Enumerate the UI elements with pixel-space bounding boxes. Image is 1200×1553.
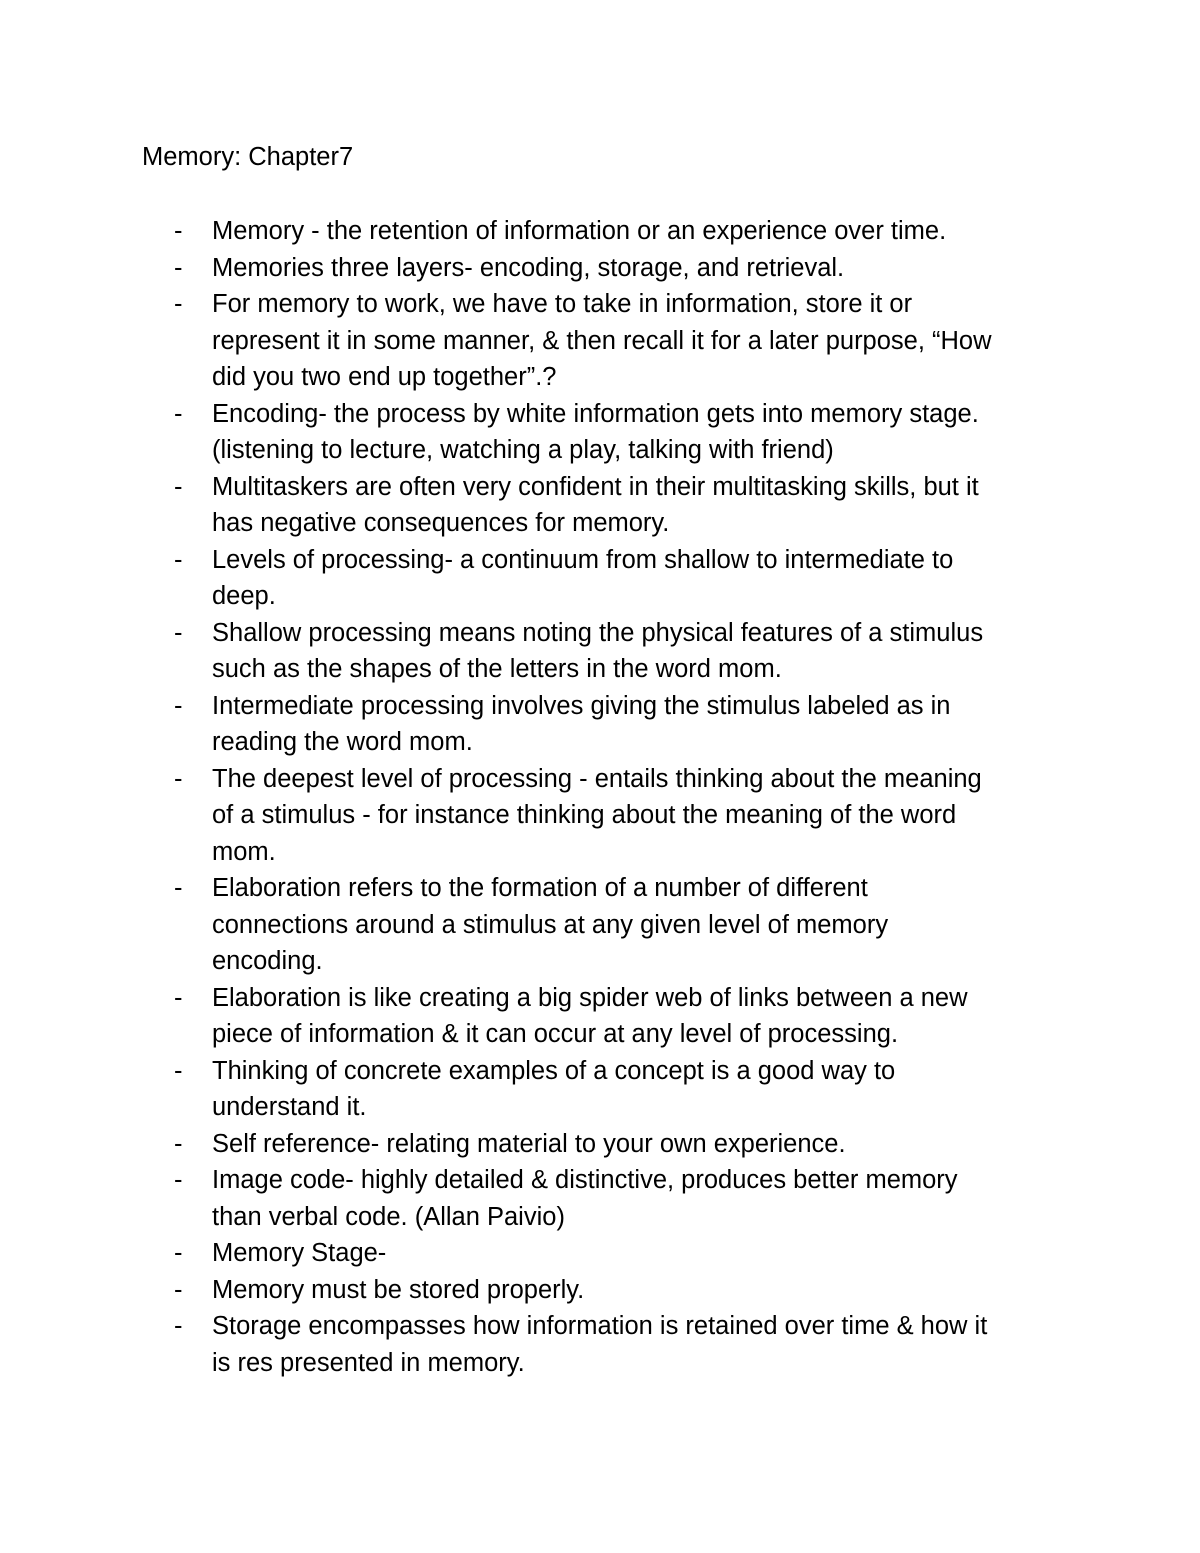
note-item: [142, 213, 1062, 250]
bullet-dash: -: [174, 1239, 183, 1267]
note-line: Memories three layers- encoding, storage, and retrieval.: [212, 253, 845, 282]
note-line: Encoding- the process by white information gets into memory stage.: [212, 399, 979, 428]
note-item: [142, 469, 1062, 542]
note-item: [142, 1308, 1062, 1381]
note-line: Thinking of concrete examples of a concept is a good way to: [212, 1056, 896, 1085]
bullet-dash: -: [174, 618, 183, 647]
note-item: [142, 542, 1062, 615]
bullet-dash: -: [174, 1312, 183, 1340]
note-line: such as the shapes of the letters in the word mom.: [212, 655, 782, 683]
note-line: Elaboration is like creating a big spider web of links between a new: [212, 983, 968, 1012]
note-line: than verbal code. (Allan Paivio): [212, 1202, 565, 1231]
note-line: is res presented in memory.: [212, 1348, 525, 1377]
note-line: did you two end up together”.?: [212, 363, 557, 391]
note-item: [142, 250, 1062, 287]
bullet-dash: -: [174, 217, 183, 245]
note-line: Levels of processing- a continuum from shallow to intermediate to: [212, 545, 954, 574]
notes-list: [142, 213, 1062, 1381]
note-line: (listening to lecture, watching a play, talking with friend): [212, 436, 834, 464]
note-line: has negative consequences for memory.: [212, 509, 670, 537]
bullet-dash: -: [174, 399, 183, 428]
bullet-dash: -: [174, 1129, 183, 1158]
document-title: Memory: Chapter7: [142, 143, 354, 171]
bullet-dash: -: [174, 1056, 183, 1085]
note-line: piece of information & it can occur at any level of processing.: [212, 1020, 899, 1048]
bullet-dash: -: [174, 1166, 183, 1194]
note-line: understand it.: [212, 1093, 367, 1121]
note-item: [142, 1162, 1062, 1235]
bullet-dash: -: [174, 472, 183, 501]
note-line: For memory to work, we have to take in information, store it or: [212, 290, 913, 318]
note-item: [142, 1272, 1062, 1309]
note-line: Intermediate processing involves giving the stimulus labeled as in: [212, 691, 951, 720]
bullet-dash: -: [174, 1275, 183, 1304]
note-line: mom.: [212, 837, 276, 866]
note-line: represent it in some manner, & then recall it for a later purpose, “How: [212, 326, 992, 355]
note-line: Shallow processing means noting the physical features of a stimulus: [212, 618, 984, 647]
note-line: Memory - the retention of information or an experience over time.: [212, 217, 947, 245]
bullet-dash: -: [174, 545, 183, 574]
note-line: Memory must be stored properly.: [212, 1275, 585, 1304]
note-line: connections around a stimulus at any given level of memory: [212, 910, 889, 939]
note-line: reading the word mom.: [212, 728, 473, 756]
note-line: Memory Stage-: [212, 1239, 387, 1267]
note-line: Storage encompasses how information is retained over time & how it: [212, 1312, 988, 1340]
note-item: [142, 761, 1062, 871]
note-item: [142, 1053, 1062, 1126]
note-line: of a stimulus - for instance thinking about the meaning of the word: [212, 801, 957, 829]
bullet-dash: -: [174, 290, 183, 318]
bullet-dash: -: [174, 253, 183, 282]
bullet-dash: -: [174, 983, 183, 1012]
note-line: deep.: [212, 582, 276, 610]
note-item: [142, 1126, 1062, 1163]
note-line: Image code- highly detailed & distinctive, produces better memory: [212, 1166, 958, 1194]
bullet-dash: -: [174, 764, 183, 793]
note-item: [142, 615, 1062, 688]
note-item: [142, 396, 1062, 469]
note-line: The deepest level of processing - entails thinking about the meaning: [212, 764, 982, 793]
note-item: [142, 870, 1062, 980]
bullet-dash: -: [174, 691, 183, 720]
note-line: Self reference- relating material to your own experience.: [212, 1129, 846, 1158]
note-item: [142, 286, 1062, 396]
note-line: encoding.: [212, 947, 323, 975]
note-line: Elaboration refers to the formation of a number of different: [212, 874, 868, 902]
note-item: [142, 980, 1062, 1053]
note-item: [142, 688, 1062, 761]
note-item: [142, 1235, 1062, 1272]
bullet-dash: -: [174, 874, 183, 902]
note-line: Multitaskers are often very confident in their multitasking skills, but it: [212, 472, 979, 501]
